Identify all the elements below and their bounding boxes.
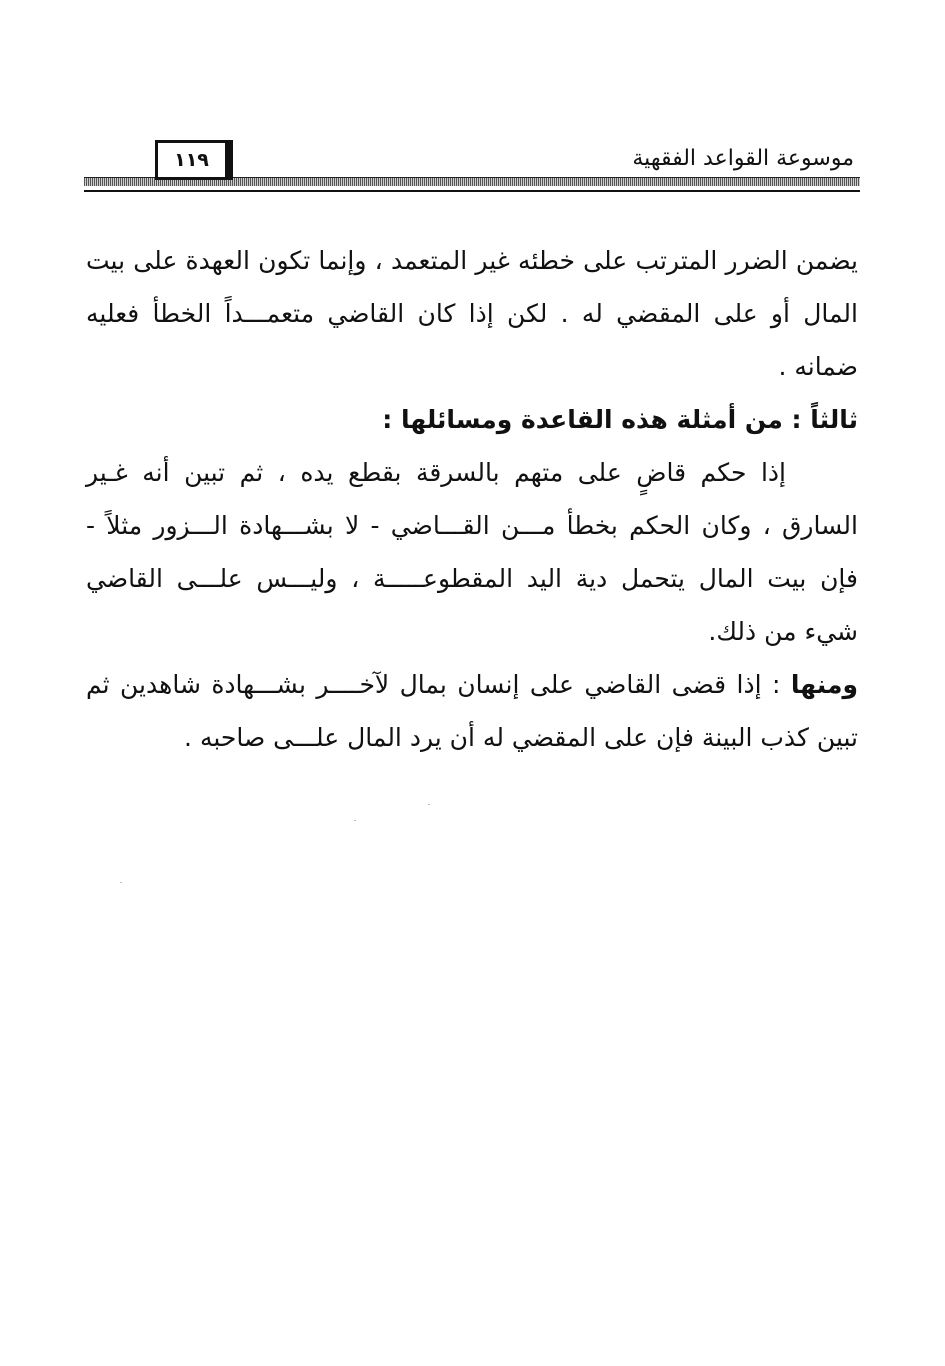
page-header (84, 130, 860, 200)
paragraph-3-lead: ومنها (790, 670, 858, 699)
section-heading: ثالثاً : من أمثلة هذه القاعدة ومسائلها : (382, 405, 858, 434)
paragraph-2: إذا حكم قاضٍ على متهم بالسرقة بقطع يده ، ثم تبين أنه غـير السارق ، وكان الحكم بخطأ مـــن القـــاضي - لا بشـــهادة الـــزور مثلاً - فإن بيت المال يتحمل دية اليد المقطوعـــــة ، وليـــس علـــى القاضي شيء من ذلك. (86, 458, 858, 646)
paragraph-1: يضمن الضرر المترتب على خطئه غير المتعمد ، وإنما تكون العهدة على بيت المال أو على المقضي له . لكن إذا كان القاضي متعمـــداً الخطأ فعليه ضمانه . (86, 246, 858, 381)
scan-speck (428, 804, 430, 805)
header-rule-line (84, 190, 860, 192)
running-title: موسوعة القواعد الفقهية (632, 146, 854, 171)
scan-speck (354, 820, 356, 821)
paragraph-3-text: : إذا قضى القاضي على إنسان بمال لآخــــر بشـــهادة شاهدين ثم تبين كذب البينة فإن على المقضي له أن يرد المال علـــى صاحبه . (86, 670, 858, 752)
paragraph-3 (86, 658, 858, 764)
page-number: ١١٩ (155, 140, 233, 180)
scan-speck (120, 882, 122, 883)
body-text (86, 234, 858, 764)
